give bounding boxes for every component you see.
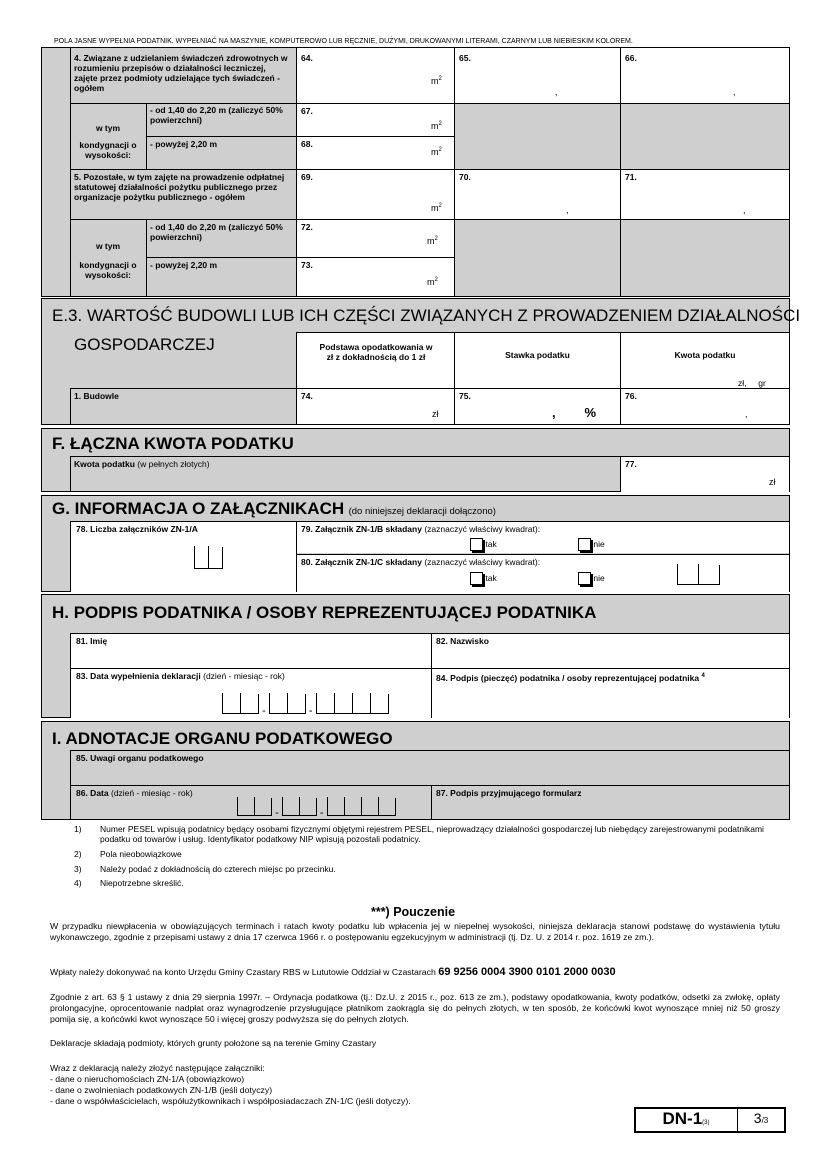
f67-num: 67.: [301, 106, 313, 116]
f86-label: 86. Data (dzień - miesiąc - rok): [76, 788, 193, 798]
comma-70: ,: [566, 205, 569, 215]
f83-date-boxes[interactable]: - -: [222, 693, 389, 717]
kondygnacji-2: kondygnacji o wysokości:: [79, 260, 137, 280]
f73-num: 73.: [301, 260, 313, 270]
budowle-label: 1. Budowle: [74, 391, 119, 401]
unit-72: $m^2$: [427, 236, 438, 246]
f-kwota-label: Kwota podatku (w pełnych złotych): [74, 459, 210, 469]
f74-unit: zł: [432, 409, 439, 419]
pouczenie-p4: Deklaracje składają podmioty, których grunty położone są na terenie Gminy Czastary: [50, 1038, 377, 1048]
f68-num: 68.: [301, 139, 313, 149]
row4-label: 4. Związane z udzielaniem świadczeń zdrowotnych w rozumieniu przepisów o działalności leczniczej, zajęte przez podmioty udzielające tych świadczeń - ogółem: [74, 53, 288, 93]
f77-num: 77.: [625, 459, 637, 469]
footnote-1: 1) Numer PESEL wpisują podatnicy będący osobami fizycznymi objętymi rejestrem PESEL, nieprowadzący działalności gospodarczej lub niebędący zarejestrowanymi podatnikami podatku od towarów i usług. Identyfikator podatkowy NIP wpisują pozostali podatnicy.: [74, 824, 764, 844]
field-76[interactable]: [621, 389, 789, 424]
field-81[interactable]: [71, 634, 431, 668]
f80-nie[interactable]: nie: [578, 572, 605, 585]
pouczenie-p2: Wpłaty należy dokonywać na konto Urzędu Gminy Czastary RBS w Lututowie Oddział w Czastarach 69 9256 0004 3900 0101 2000 0030: [50, 966, 616, 978]
comma-65: ,: [555, 87, 558, 97]
pouczenie-p1: W przypadku niewpłacenia w obowiązujących terminach i ratach kwoty podatku lub wpłacenia jej w niepełnej wysokości, niniejsza deklaracja stanowi podstawę do wystawienia tytułu wykonawczego, zgodnie z przepisami ustawy z dnia 17 czerwca 1966 r. o postępowaniu egzekucyjnym w administracji (tj. Dz. U. z 2014 r. poz. 1619 ze zm.).: [50, 921, 780, 942]
f79-nie[interactable]: nie: [578, 538, 605, 551]
f70-num: 70.: [459, 172, 471, 182]
f87-label: 87. Podpis przyjmującego formularz: [436, 788, 582, 798]
f78-label: 78. Liczba załączników ZN-1/A: [76, 524, 198, 534]
f76-comma: ,: [745, 409, 748, 419]
f-title: F. ŁĄCZNA KWOTA PODATKU: [52, 434, 294, 453]
f64-num: 64.: [301, 53, 313, 63]
form-name: DN-1(3): [662, 1109, 710, 1128]
field-71[interactable]: [621, 170, 789, 219]
e3-title: E.3. WARTOŚĆ BUDOWLI LUB ICH CZĘŚCI ZWIĄZANYCH Z PROWADZENIEM DZIAŁALNOŚCI: [52, 306, 801, 325]
unit-69: $m^2$: [431, 203, 442, 213]
field-70[interactable]: [455, 170, 620, 219]
h-title: H. PODPIS PODATNIKA / OSOBY REPREZENTUJĄCEJ PODATNIKA: [52, 603, 597, 622]
f66-num: 66.: [625, 53, 637, 63]
f85-label: 85. Uwagi organu podatkowego: [76, 753, 204, 763]
f81-label: 81. Imię: [76, 636, 108, 646]
e3-title-2: GOSPODARCZEJ: [74, 335, 215, 354]
f72-num: 72.: [301, 222, 313, 232]
od-140-2: - od 1,40 do 2,20 m (zaliczyć 50% powierzchni): [150, 222, 283, 242]
comma-71: ,: [743, 205, 746, 215]
f69-num: 69.: [301, 172, 313, 182]
f75-percent: , %: [552, 405, 597, 420]
field-77[interactable]: [621, 457, 789, 492]
unit-67: $m^2$: [431, 121, 442, 131]
g-title: G. INFORMACJA O ZAŁĄCZNIKACH (do niniejszej deklaracji dołączono): [52, 499, 496, 518]
f76-num: 76.: [625, 391, 637, 401]
footnote-2: 2) Pola nieobowiązkowe: [74, 849, 182, 859]
e3-zl-gr: zł, gr: [738, 378, 766, 388]
form-id-box: [634, 1107, 786, 1133]
pouczenie-p3: Zgodnie z art. 63 § 1 ustawy z dnia 29 sierpnia 1997r. – Ordynacja podatkowa (tj.: Dz.U. z 2015 r., poz. 613 ze zm.), podstawy opodatkowania, kwoty podatków, odsetki za zwłokę, opłaty prolongacyjne, oprocentowanie nadpłat oraz wynagrodzenie przysługujące płatnikom zaokrągla się do pełnych złotych, w ten sposób, że końcówki kwot wynoszące mniej niż 50 groszy pomija się, a końcówki kwot wynoszące 50 i więcej groszy podwyższa się do pełnych złotych.: [50, 992, 780, 1024]
field-66[interactable]: [621, 48, 789, 103]
kondygnacji-1: kondygnacji o wysokości:: [79, 140, 137, 160]
page-number: 3/3: [753, 1110, 769, 1126]
e3-col3-label: Kwota podatku: [674, 350, 736, 360]
powyzej-2: - powyżej 2,20 m: [150, 260, 218, 270]
field-74[interactable]: [297, 389, 454, 424]
field-65[interactable]: [455, 48, 620, 103]
pouczenie-p5: Wraz z deklaracją należy złożyć następujące załączniki: - dane o nieruchomościach ZN-1/A (obowiązkowo) - dane o zwolnieniach podatkowych ZN-1/B (jeśli dotyczy) - dane o współwłaścicielach, współużytkownikach i współposiadaczach ZN-1/C (jeśli dotyczy).: [50, 1063, 411, 1106]
w-tym-2: w tym: [95, 241, 121, 251]
powyzej-1: - powyżej 2,20 m: [150, 139, 218, 149]
field-67[interactable]: [297, 104, 454, 136]
e3-col2-header: [455, 333, 620, 388]
f79-label: 79. Załącznik ZN-1/B składany (zaznaczyć właściwy kwadrat):: [301, 524, 541, 534]
f75-num: 75.: [459, 391, 471, 401]
f83-label: 83. Data wypełnienia deklaracji (dzień - miesiąc - rok): [76, 671, 285, 681]
pouczenie-title: ***) Pouczenie: [370, 905, 456, 919]
od-140-1: - od 1,40 do 2,20 m (zaliczyć 50% powierzchni): [150, 105, 283, 125]
f80-tak[interactable]: tak: [470, 572, 497, 585]
f78-boxes[interactable]: [194, 546, 223, 574]
f86-date-boxes[interactable]: - -: [237, 797, 396, 819]
unit-73: $m^2$: [427, 277, 438, 287]
e2-left-margin: [42, 48, 70, 296]
f79-tak[interactable]: tak: [470, 538, 497, 551]
footnote-3: 3) Należy podać z dokładnością do czterech miejsc po przecinku.: [74, 864, 336, 874]
w-tym-1: w tym: [95, 123, 121, 133]
f80-label: 80. Załącznik ZN-1/C składany (zaznaczyć właściwy kwadrat):: [301, 557, 541, 567]
f84-label: 84. Podpis (pieczęć) podatnika / osoby reprezentującej podatnika $^4$: [436, 672, 705, 683]
f74-num: 74.: [301, 391, 313, 401]
f82-label: 82. Nazwisko: [436, 636, 489, 646]
row5-label: 5. Pozostałe, w tym zajęte na prowadzenie odpłatnej statutowej działalności pożytku publicznego przez organizacje pożytku publicznego - ogółem: [74, 172, 285, 202]
f80-boxes[interactable]: [677, 564, 720, 590]
header-note: POLA JASNE WYPEŁNIA PODATNIK. WYPEŁNIAĆ NA MASZYNIE, KOMPUTEROWO LUB RĘCZNIE, DUŻYMI, DRUKOWANYMI LITERAMI, CZARNYM LUB NIEBIESKIM KOLOREM.: [54, 38, 633, 45]
unit-68: $m^2$: [431, 147, 442, 157]
footnote-4: 4) Niepotrzebne skreślić.: [74, 878, 184, 888]
e3-col2-label: Stawka podatku: [505, 350, 570, 360]
e3-col1-label: Podstawa opodatkowania w zł z dokładnością do 1 zł: [319, 342, 433, 362]
f71-num: 71.: [625, 172, 637, 182]
comma-66: ,: [733, 87, 736, 97]
f65-num: 65.: [459, 53, 471, 63]
i-title: I. ADNOTACJE ORGANU PODATKOWEGO: [52, 729, 393, 748]
f77-unit: zł: [769, 477, 776, 487]
unit-64: $m^2$: [431, 76, 442, 86]
